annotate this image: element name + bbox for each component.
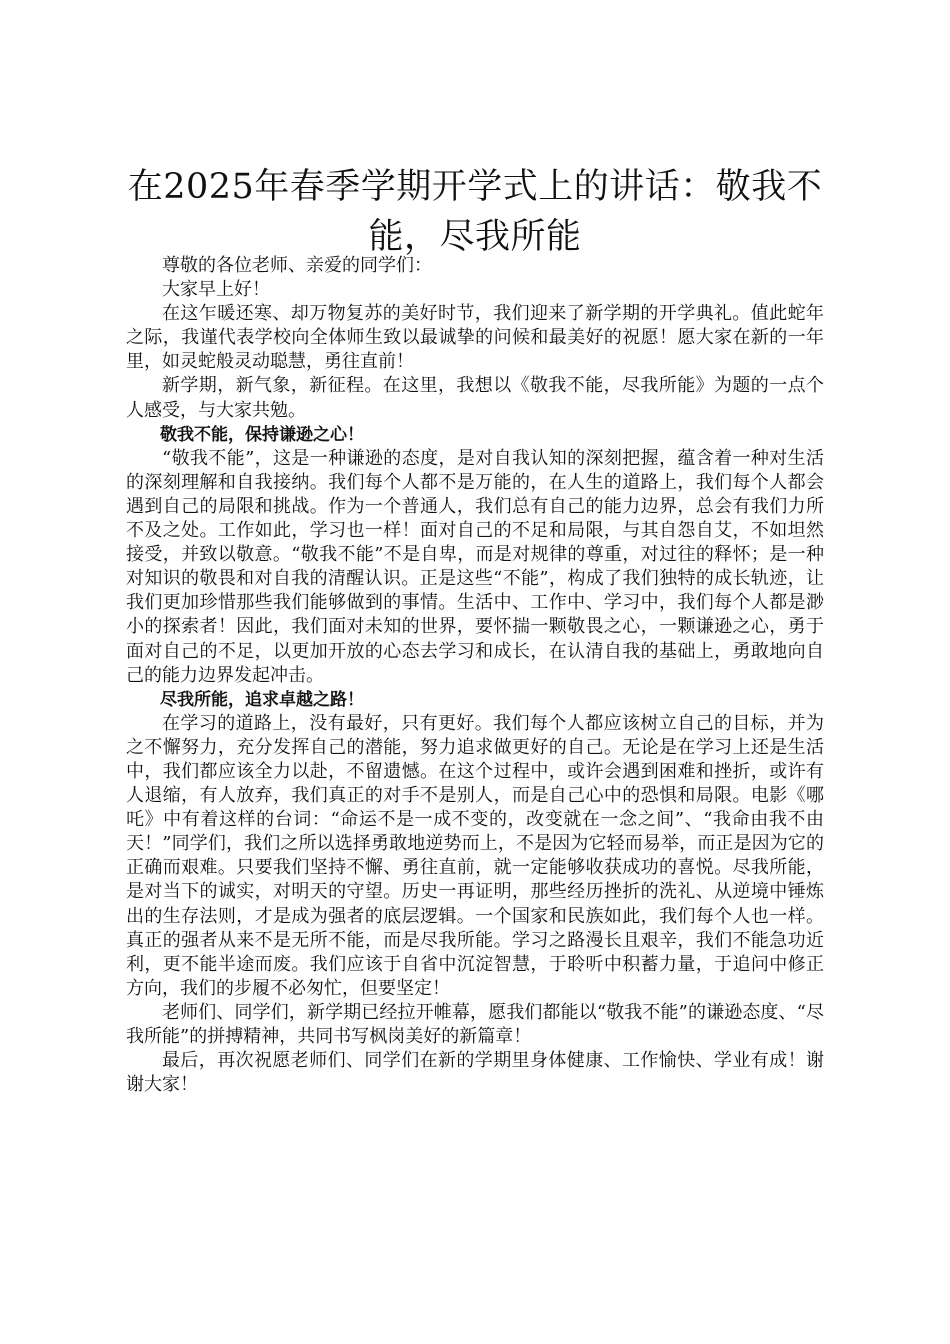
paragraph-closing: 老师们、同学们，新学期已经拉开帷幕，愿我们都能以“敬我不能”的谦逊态度、“尽我所能”的拼搏精神，共同书写枫岗美好的新篇章！ xyxy=(126,1001,824,1047)
paragraph-humility: “敬我不能”，这是一种谦逊的态度，是对自我认知的深刻把握，蕴含着一种对生活的深刻理解和自我接纳。我们每个人都不是万能的，在人生的道路上，我们每个人都会遇到自己的局限和挑战。作为一个普通人，我们总有自己的能力边界，总会有我们力所不及之处。工作如此，学习也一样！面对自己的不足和局限，与其自怨自艾，不如坦然接受，并致以敬意。“敬我不能”不是自卑，而是对规律的尊重，对过往的释怀；是一种对知识的敬畏和对自我的清醒认识。正是这些“不能”，构成了我们独特的成长轨迹，让我们更加珍惜那些我们能够做到的事情。生活中、工作中、学习中，我们每个人都是渺小的探索者！因此，我们面对未知的世界，要怀揣一颗敬畏之心，一颗谦逊之心，勇于面对自己的不足，以更加开放的心态去学习和成长，在认清自我的基础上，勇敢地向自己的能力边界发起冲击。 xyxy=(126,447,824,686)
paragraph-final-wishes: 最后，再次祝愿老师们、同学们在新的学期里身体健康、工作愉快、学业有成！谢谢大家！ xyxy=(126,1050,824,1096)
paragraph-excellence: 在学习的道路上，没有最好，只有更好。我们每个人都应该树立自己的目标，并为之不懈努力，充分发挥自己的潜能，努力追求做更好的自己。无论是在学习上还是生活中，我们都应该全力以赴，不留遗憾。在这个过程中，或许会遇到困难和挫折，或许有人退缩，有人放弃，我们真正的对手不是别人，而是自己心中的恐惧和局限。电影《哪吒》中有着这样的台词：“命运不是一成不变的，改变就在一念之间”、“我命由我不由天！”同学们，我们之所以选择勇敢地逆势而上，不是因为它轻而易举，而正是因为它的正确而艰难。只要我们坚持不懈、勇往直前，就一定能够收获成功的喜悦。尽我所能，是对当下的诚实，对明天的守望。历史一再证明，那些经历挫折的洗礼、从逆境中锤炼出的生存法则，才是成为强者的底层逻辑。一个国家和民族如此，我们每个人也一样。真正的强者从来不是无所不能，而是尽我所能。学习之路漫长且艰辛，我们不能急功近利，更不能半途而废。我们应该于自省中沉淀智慧，于聆听中积蓄力量，于追问中修正方向，我们的步履不必匆忙，但要坚定！ xyxy=(126,712,824,999)
document-title: 在2025年春季学期开学式上的讲话：敬我不能，尽我所能 xyxy=(127,167,823,257)
section-heading-humility: 敬我不能，保持谦逊之心！ xyxy=(160,424,364,445)
paragraph-theme: 新学期，新气象，新征程。在这里，我想以《敬我不能，尽我所能》为题的一点个人感受，与大家共勉。 xyxy=(126,375,824,421)
section-heading-excellence: 尽我所能，追求卓越之路！ xyxy=(160,689,364,710)
salutation: 尊敬的各位老师、亲爱的同学们： xyxy=(162,255,432,276)
document-body xyxy=(126,254,824,1097)
paragraph-opening: 在这乍暖还寒、却万物复苏的美好时节，我们迎来了新学期的开学典礼。值此蛇年之际，我谨代表学校向全体师生致以最诚挚的问候和最美好的祝愿！愿大家在新的一年里，如灵蛇般灵动聪慧，勇往直前！ xyxy=(126,303,824,373)
greeting: 大家早上好！ xyxy=(162,279,270,301)
